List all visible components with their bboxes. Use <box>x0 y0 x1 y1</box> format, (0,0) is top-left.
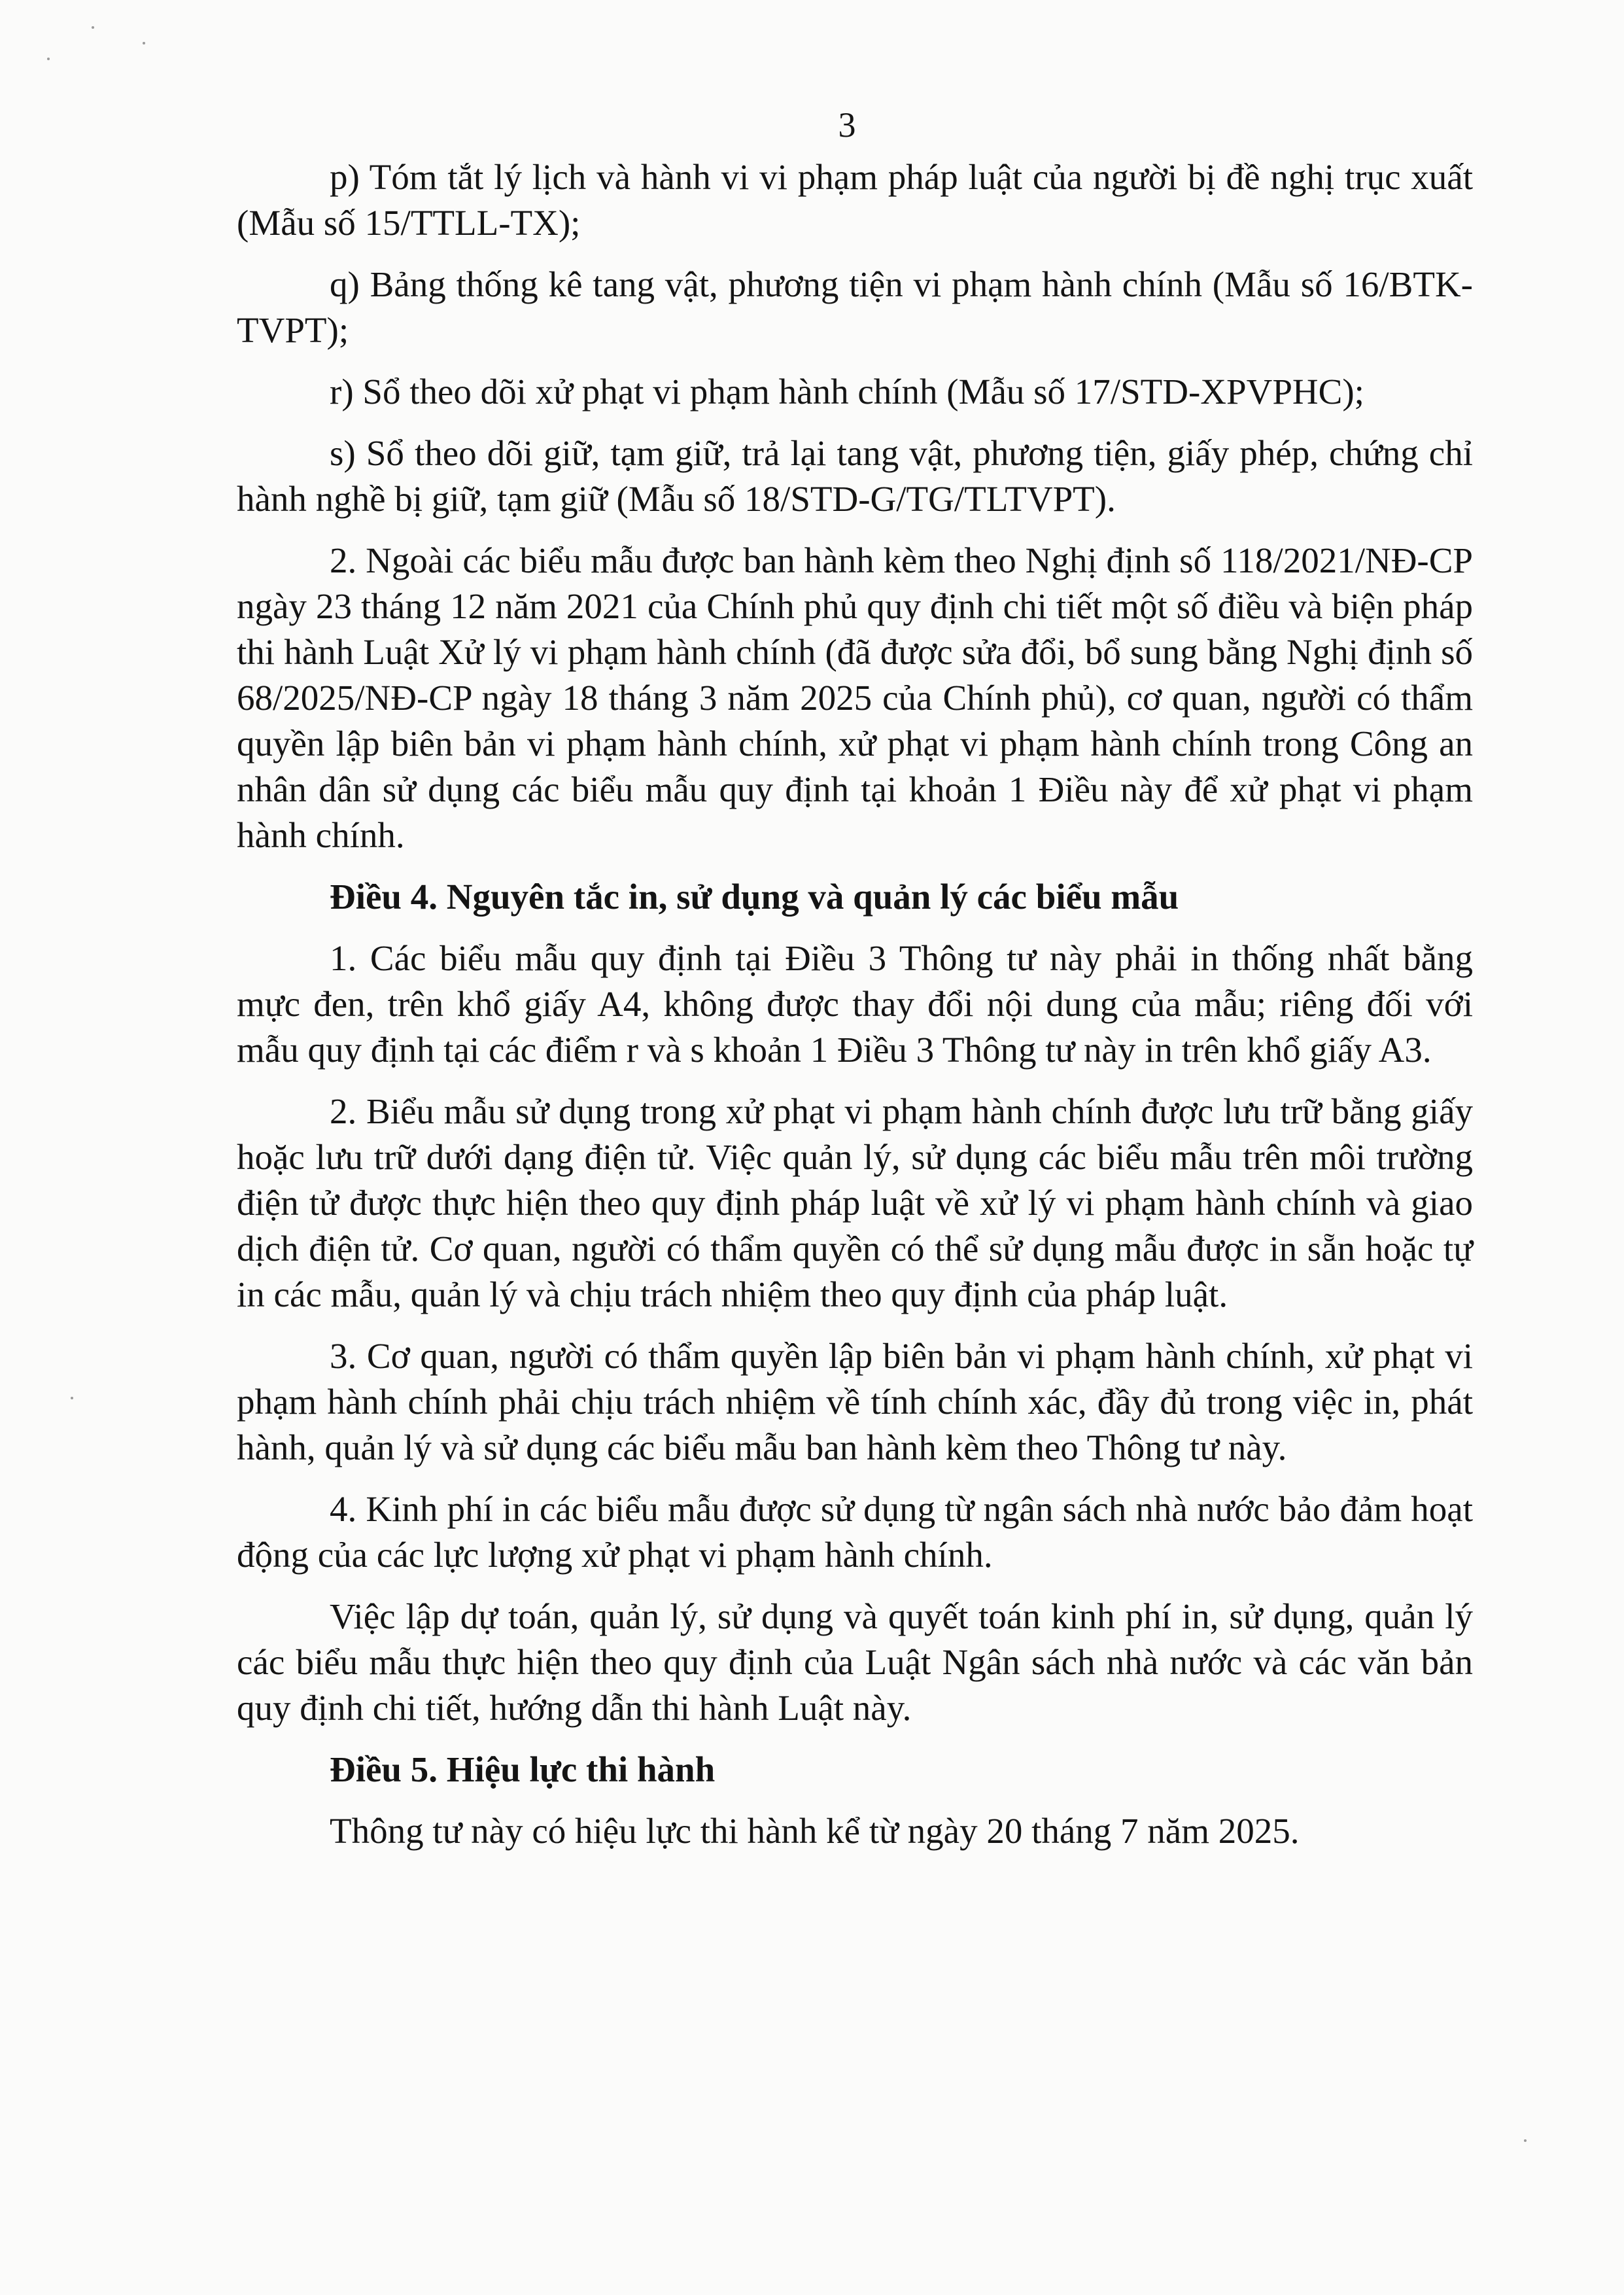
scan-speck <box>1524 2139 1527 2142</box>
article-4-clause-3: 3. Cơ quan, người có thẩm quyền lập biên bản vi phạm hành chính, xử phạt vi phạm hành chính phải chịu trách nhiệm về tính chính xác, đầy đủ trong việc in, phát hành, quản lý và sử dụng các biểu mẫu ban hành kèm theo Thông tư này. <box>237 1336 1473 1467</box>
article-5-effective-date: Thông tư này có hiệu lực thi hành kể từ ngày 20 tháng 7 năm 2025. <box>330 1811 1300 1851</box>
article-4-clause-1: 1. Các biểu mẫu quy định tại Điều 3 Thông tư này phải in thống nhất bằng mực đen, trên khổ giấy A4, không được thay đổi nội dung của mẫu; riêng đối với mẫu quy định tại các điểm r và s khoản 1 Điều 3 Thông tư này in trên khổ giấy A3. <box>237 938 1473 1070</box>
item-p-paragraph: p) Tóm tắt lý lịch và hành vi vi phạm pháp luật của người bị đề nghị trục xuất (Mẫu số 15/TTLL-TX); <box>237 157 1473 243</box>
article-5-heading: Điều 5. Hiệu lực thi hành <box>330 1749 716 1789</box>
article-4-clause-4: 4. Kinh phí in các biểu mẫu được sử dụng từ ngân sách nhà nước bảo đảm hoạt động của các lực lượng xử phạt vi phạm hành chính. <box>237 1489 1473 1575</box>
article-4-budget-paragraph: Việc lập dự toán, quản lý, sử dụng và quyết toán kinh phí in, sử dụng, quản lý các biểu mẫu thực hiện theo quy định của Luật Ngân sách nhà nước và các văn bản quy định chi tiết, hướng dẫn thi hành Luật này. <box>237 1596 1473 1728</box>
item-s-paragraph: s) Sổ theo dõi giữ, tạm giữ, trả lại tang vật, phương tiện, giấy phép, chứng chỉ hành nghề bị giữ, tạm giữ (Mẫu số 18/STD-G/TG/TLTVPT). <box>237 433 1473 519</box>
page-number: 3 <box>838 105 856 145</box>
scan-speck <box>47 58 50 60</box>
item-r-paragraph: r) Sổ theo dõi xử phạt vi phạm hành chính (Mẫu số 17/STD-XPVPHC); <box>330 372 1364 412</box>
item-q-paragraph: q) Bảng thống kê tang vật, phương tiện vi phạm hành chính (Mẫu số 16/BTK-TVPT); <box>237 264 1473 350</box>
article-4-heading: Điều 4. Nguyên tắc in, sử dụng và quản lý các biểu mẫu <box>330 877 1179 917</box>
scan-speck <box>92 26 94 29</box>
article-4-clause-2: 2. Biểu mẫu sử dụng trong xử phạt vi phạm hành chính được lưu trữ bằng giấy hoặc lưu trữ dưới dạng điện tử. Việc quản lý, sử dụng các biểu mẫu trên môi trường điện tử được thực hiện theo quy định pháp luật về xử lý vi phạm hành chính và giao dịch điện tử. Cơ quan, người có thẩm quyền có thể sử dụng mẫu được in sẵn hoặc tự in các mẫu, quản lý và chịu trách nhiệm theo quy định của pháp luật. <box>237 1091 1473 1314</box>
document-body <box>237 154 1473 1870</box>
scan-speck <box>143 42 145 44</box>
scan-speck <box>71 1397 73 1399</box>
clause-2-paragraph: 2. Ngoài các biểu mẫu được ban hành kèm theo Nghị định số 118/2021/NĐ-CP ngày 23 tháng 12 năm 2021 của Chính phủ quy định chi tiết một số điều và biện pháp thi hành Luật Xử lý vi phạm hành chính (đã được sửa đổi, bổ sung bằng Nghị định số 68/2025/NĐ-CP ngày 18 tháng 3 năm 2025 của Chính phủ), cơ quan, người có thẩm quyền lập biên bản vi phạm hành chính, xử phạt vi phạm hành chính trong Công an nhân dân sử dụng các biểu mẫu quy định tại khoản 1 Điều này để xử phạt vi phạm hành chính. <box>237 540 1473 855</box>
